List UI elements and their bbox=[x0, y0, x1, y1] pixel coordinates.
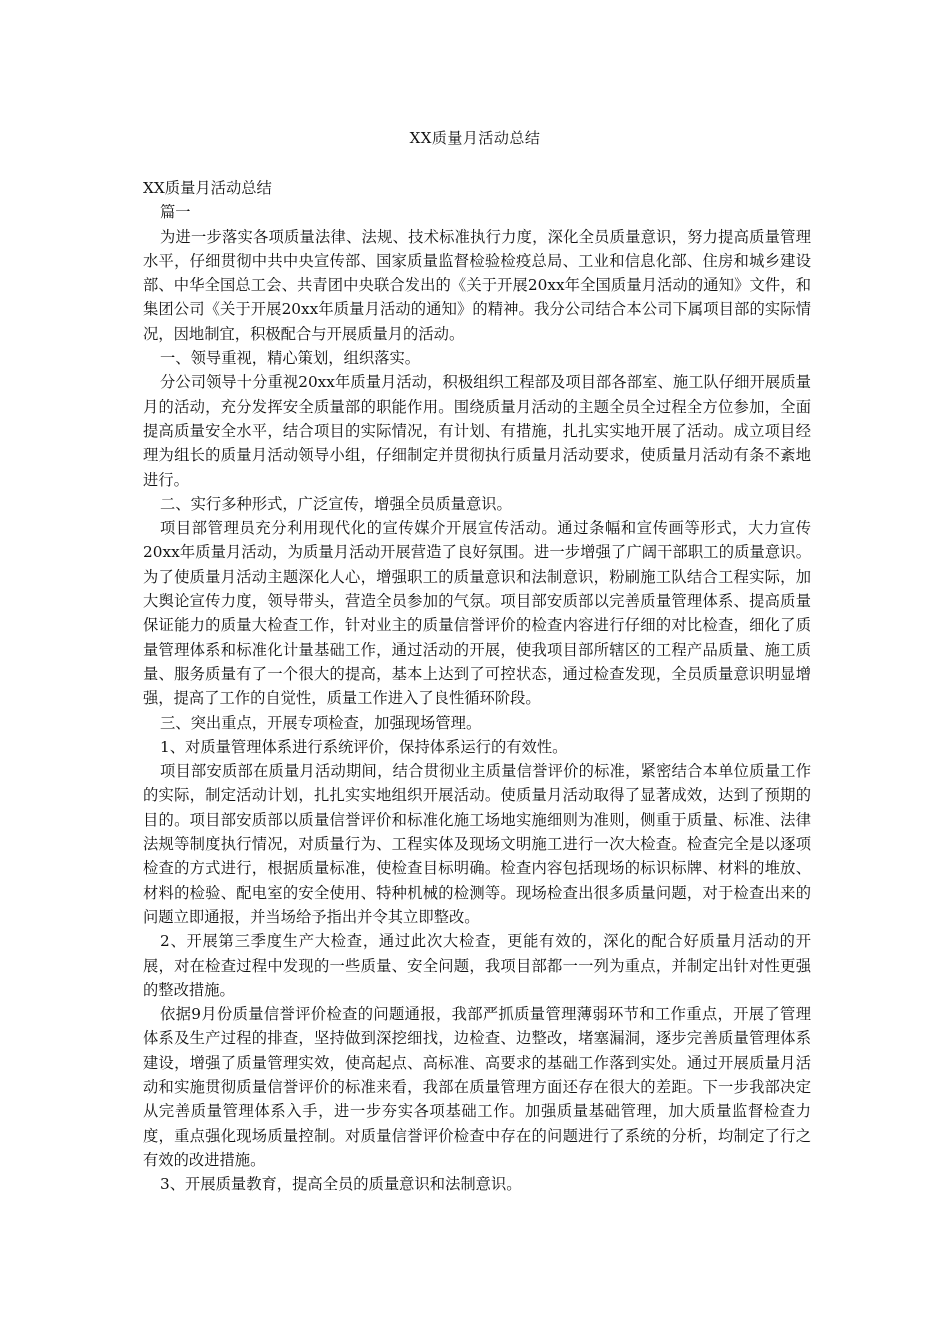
document-title: XX质量月活动总结 bbox=[409, 129, 541, 147]
document-subtitle: XX质量月活动总结 bbox=[143, 179, 272, 197]
paragraph: 为进一步落实各项质量法律、法规、技术标准执行力度，深化全员质量意识，努力提高质量管理水平，仔细贯彻中共中央宣传部、国家质量监督检验检疫总局、工业和信息化部、住房和城乡建设部、中华全国总工会、共青团中央联合发出的《关于开展20xx年全国质量月活动的通知》文件，和集团公司《关于开展20xx年质量月活动的通知》的精神。我分公司结合本公司下属项目部的实际情况，因地制宜，积极配合与开展质量月的活动。 bbox=[143, 227, 811, 343]
subsection-heading: 1、对质量管理体系进行系统评价，保持体系运行的有效性。 bbox=[160, 737, 568, 756]
section-heading: 三、突出重点，开展专项检查，加强现场管理。 bbox=[160, 713, 482, 732]
paragraph: 依据9月份质量信誉评价检查的问题通报，我部严抓质量管理薄弱环节和工作重点，开展了管理体系及生产过程的排查，坚持做到深挖细找，边检查、边整改，堵塞漏洞，逐步完善质量管理体系建设，增强了质量管理实效，使高起点、高标准、高要求的基础工作落到实处。通过开展质量月活动和实施贯彻质量信誉评价的标准来看，我部在质量管理方面还存在很大的差距。下一步我部决定从完善质量管理体系入手，进一步夯实各项基础工作。加强质量基础管理，加大质量监督检查力度，重点强化现场质量控制。对质量信誉评价检查中存在的问题进行了系统的分析，均制定了行之有效的改进措施。 bbox=[143, 1005, 811, 1169]
paragraph: 2、开展第三季度生产大检查，通过此次大检查，更能有效的，深化的配合好质量月活动的开展，对在检查过程中发现的一些质量、安全问题，我项目部都一一列为重点，并制定出针对性更强的整改措施。 bbox=[143, 932, 811, 999]
section-label: 篇一 bbox=[160, 203, 191, 222]
section-heading: 二、实行多种形式，广泛宣传，增强全员质量意识。 bbox=[160, 494, 512, 513]
section-heading: 一、领导重视，精心策划，组织落实。 bbox=[160, 349, 421, 368]
subsection-heading: 3、开展质量教育，提高全员的质量意识和法制意识。 bbox=[160, 1175, 522, 1194]
paragraph: 分公司领导十分重视20xx年质量月活动，积极组织工程部及项目部各部室、施工队仔细开展质量月的活动，充分发挥安全质量部的职能作用。围绕质量月活动的主题全员全过程全方位参加，全面提高质量安全水平，结合项目的实际情况，有计划、有措施，扎扎实实地开展了活动。成立项目经理为组长的质量月活动领导小组，仔细制定并贯彻执行质量月活动要求，使质量月活动有条不紊地进行。 bbox=[143, 373, 811, 489]
paragraph: 项目部管理员充分利用现代化的宣传媒介开展宣传活动。通过条幅和宣传画等形式，大力宣传20xx年质量月活动，为质量月活动开展营造了良好氛围。进一步增强了广阔干部职工的质量意识。为了使质量月活动主题深化人心，增强职工的质量意识和法制意识，粉刷施工队结合工程实际，加大舆论宣传力度，领导带头，营造全员参加的气氛。项目部安质部以完善质量管理体系、提高质量保证能力的质量大检查工作，针对业主的质量信誉评价的检查内容进行仔细的对比检查，细化了质量管理体系和标准化计量基础工作，通过活动的开展，使我项目部所辖区的工程产品质量、施工质量、服务质量有了一个很大的提高，基本上达到了可控状态，通过检查发现，全员质量意识明显增强，提高了工作的自觉性，质量工作进入了良性循环阶段。 bbox=[143, 519, 811, 708]
document-body bbox=[143, 176, 811, 1196]
paragraph: 项目部安质部在质量月活动期间，结合贯彻业主质量信誉评价的标准，紧密结合本单位质量工作的实际，制定活动计划，扎扎实实地组织开展活动。使质量月活动取得了显著成效，达到了预期的目的。项目部安质部以质量信誉评价和标准化施工场地实施细则为准则，侧重于质量、标准、法律法规等制度执行情况，对质量行为、工程实体及现场文明施工进行一次大检查。检查完全是以逐项检查的方式进行，根据质量标准，使检查目标明确。检查内容包括现场的标识标牌、材料的堆放、材料的检验、配电室的安全使用、特种机械的检测等。现场检查出很多质量问题，对于检查出来的问题立即通报，并当场给予指出并令其立即整改。 bbox=[143, 762, 811, 926]
